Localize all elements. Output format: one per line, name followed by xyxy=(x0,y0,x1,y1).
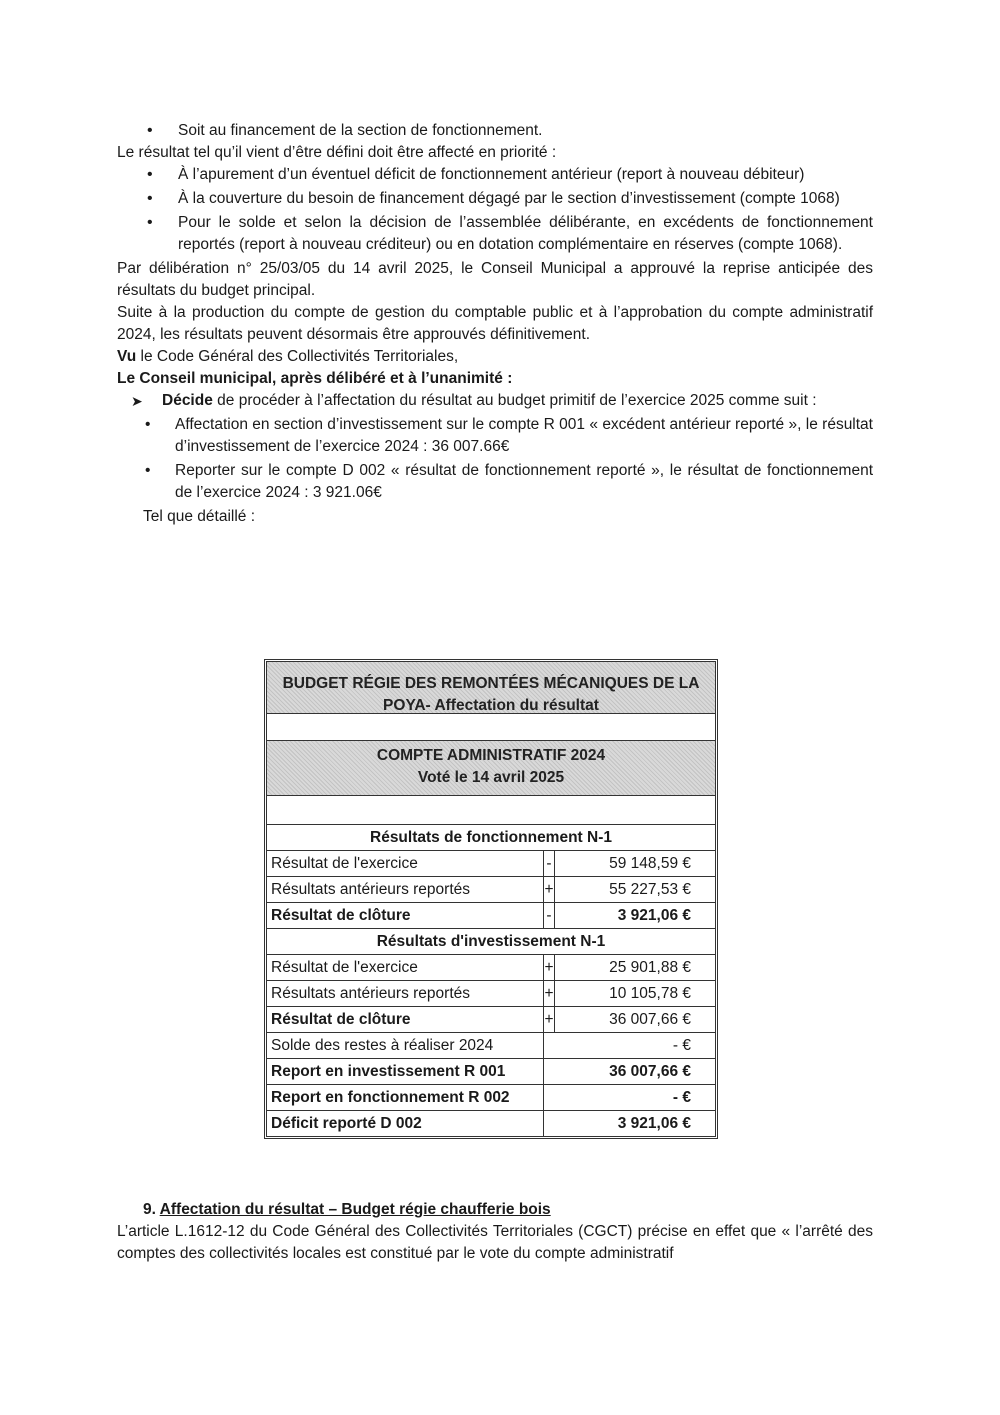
row-sign: - xyxy=(544,903,555,929)
table-row xyxy=(267,1007,715,1033)
row-value: 25 901,88 € xyxy=(555,955,716,981)
row-label: Résultat de clôture xyxy=(267,1007,544,1033)
document-body xyxy=(117,120,873,528)
table-row xyxy=(267,955,715,981)
row-sign: + xyxy=(544,955,555,981)
row-label: Résultat de clôture xyxy=(267,903,544,929)
row-label: Résultats antérieurs reportés xyxy=(267,981,544,1007)
section-9 xyxy=(117,1199,873,1265)
list-item: • Affectation en section d’investissement sur le compte R 001 « excédent antérieur reporté », le résultat d’investissement de l’exercice 2024 : 36 007.66€ xyxy=(117,414,873,458)
row-value: 36 007,66 € xyxy=(555,1007,716,1033)
section-number: 9. xyxy=(143,1201,156,1218)
list-item: • À la couverture du besoin de financement dégagé par le section d’investissement (compte 1068) xyxy=(117,188,873,210)
budget-table xyxy=(264,659,718,1139)
paragraph-suite: Suite à la production du compte de gestion du comptable public et à l’approbation du compte administratif 2024, les résultats peuvent désormais être approuvés définitivement. xyxy=(117,304,873,343)
compte-title: COMPTE ADMINISTRATIF 2024 xyxy=(376,747,606,764)
paragraph-vu xyxy=(117,346,873,368)
row-label: Solde des restes à réaliser 2024 xyxy=(267,1033,544,1059)
decision-item xyxy=(117,390,873,412)
row-value: 3 921,06 € xyxy=(544,1111,716,1137)
arrow-icon: ➤ xyxy=(131,393,143,409)
row-value: 36 007,66 € xyxy=(544,1059,716,1085)
row-value: 59 148,59 € xyxy=(555,851,716,877)
table-row xyxy=(267,981,715,1007)
vu-label: Vu xyxy=(117,348,137,365)
row-sign: + xyxy=(544,877,555,903)
table-row xyxy=(267,1085,715,1111)
table-spacer xyxy=(267,714,715,741)
section-9-heading xyxy=(117,1199,873,1221)
row-label: Report en investissement R 001 xyxy=(267,1059,544,1085)
row-sign: + xyxy=(544,981,555,1007)
row-value: - € xyxy=(544,1033,716,1059)
decide-text: de procéder à l’affectation du résultat au budget primitif de l’exercice 2025 comme suit : xyxy=(212,392,817,409)
priority-bullet-list xyxy=(117,164,873,256)
priority-intro: Le résultat tel qu’il vient d’être défini doit être affecté en priorité : xyxy=(117,144,557,161)
vote-date: Voté le 14 avril 2025 xyxy=(417,769,565,786)
table-header-title: BUDGET RÉGIE DES REMONTÉES MÉCANIQUES DE LA POYA- Affectation du résultat xyxy=(267,662,715,714)
section-9-paragraph: L’article L.1612-12 du Code Général des Collectivités Territoriales (CGCT) précise en effet que « l’arrêté des comptes des collectivités locales est constitué par le vote du compte administratif xyxy=(117,1223,873,1262)
list-item: • Pour le solde et selon la décision de l’assemblée délibérante, en excédents de fonctionnement reportés (report à nouveau créditeur) ou en dotation complémentaire en réserves (compte 1068). xyxy=(117,212,873,256)
row-label: Résultats antérieurs reportés xyxy=(267,877,544,903)
row-label: Report en fonctionnement R 002 xyxy=(267,1085,544,1111)
paragraph-deliberation: Par délibération n° 25/03/05 du 14 avril 2025, le Conseil Municipal a approuvé la reprise anticipée des résultats du budget principal. xyxy=(117,260,873,299)
row-value: 10 105,78 € xyxy=(555,981,716,1007)
table-row xyxy=(267,877,715,903)
row-label: Déficit reporté D 002 xyxy=(267,1111,544,1137)
row-label: Résultat de l'exercice xyxy=(267,851,544,877)
list-item: • Reporter sur le compte D 002 « résultat de fonctionnement reporté », le résultat de fonctionnement de l’exercice 2024 : 3 921.06€ xyxy=(117,460,873,504)
tel-que-detaille: Tel que détaillé : xyxy=(143,508,256,525)
section-fonctionnement: Résultats de fonctionnement N-1 xyxy=(267,825,715,851)
results-table xyxy=(267,825,715,1136)
table-row xyxy=(267,903,715,929)
row-value: - € xyxy=(544,1085,716,1111)
row-value: 55 227,53 € xyxy=(555,877,716,903)
table-row xyxy=(267,1111,715,1137)
section-title: Affectation du résultat – Budget régie chaufferie bois xyxy=(159,1201,551,1218)
row-label: Résultat de l'exercice xyxy=(267,955,544,981)
list-item: • Soit au financement de la section de fonctionnement. xyxy=(117,120,873,142)
table-spacer xyxy=(267,796,715,825)
vu-text: le Code Général des Collectivités Territoriales, xyxy=(136,348,459,365)
row-sign: - xyxy=(544,851,555,877)
section-investissement: Résultats d'investissement N-1 xyxy=(267,929,715,955)
table-header-compte xyxy=(267,741,715,796)
decide-label: Décide xyxy=(162,392,213,409)
intro-bullet-list xyxy=(117,120,873,142)
row-value: 3 921,06 € xyxy=(555,903,716,929)
conseil-statement: Le Conseil municipal, après délibéré et à l’unanimité : xyxy=(117,370,513,387)
list-item: • À l’apurement d’un éventuel déficit de fonctionnement antérieur (report à nouveau débiteur) xyxy=(117,164,873,186)
table-row xyxy=(267,1059,715,1085)
decision-bullet-list xyxy=(117,414,873,504)
table-row xyxy=(267,851,715,877)
table-row xyxy=(267,1033,715,1059)
row-sign: + xyxy=(544,1007,555,1033)
